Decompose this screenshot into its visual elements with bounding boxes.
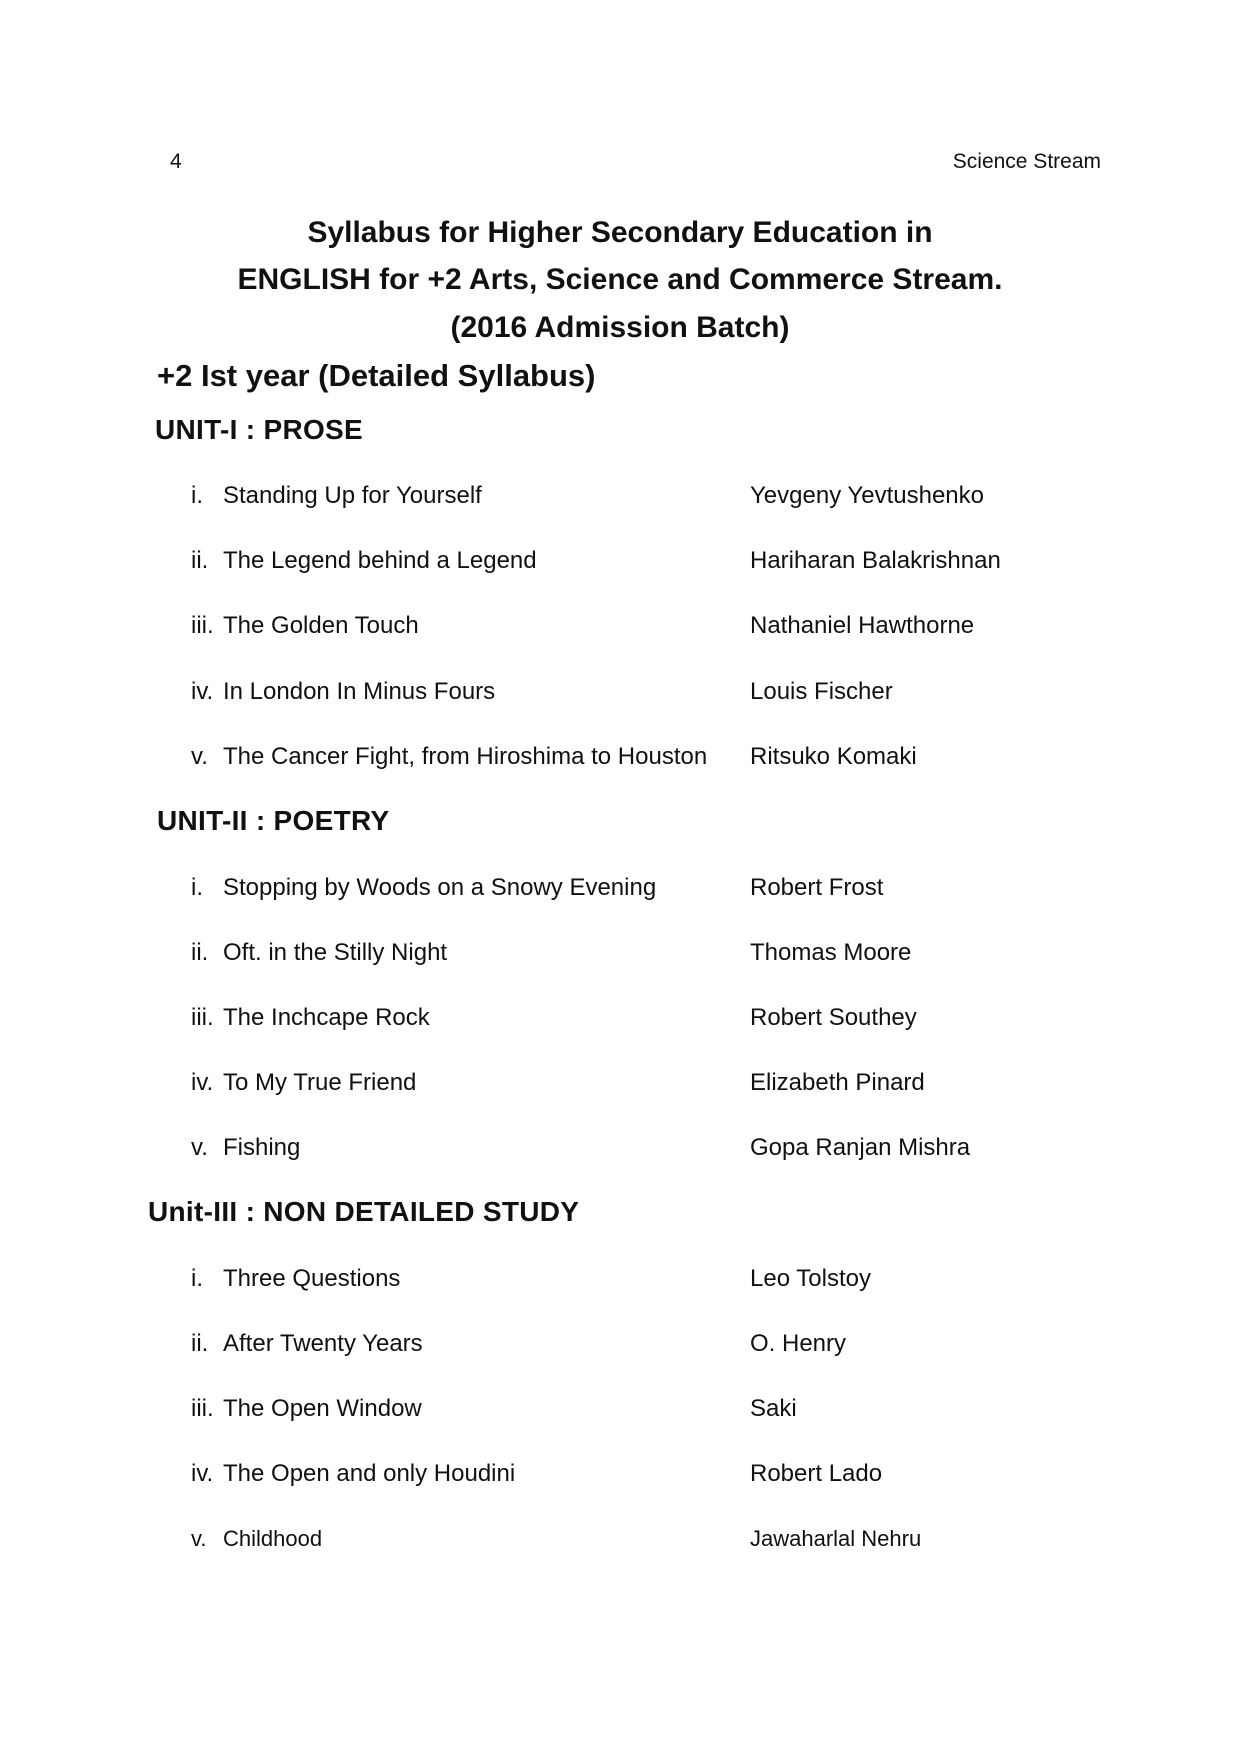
syllabus-row [0, 1526, 1240, 1558]
item-author: Gopa Ranjan Mishra [750, 1134, 971, 1161]
syllabus-row [0, 939, 1240, 971]
syllabus-row [0, 1265, 1240, 1297]
item-author: O. Henry [750, 1330, 847, 1357]
item-author: Robert Frost [750, 874, 884, 901]
page-number: 4 [170, 150, 182, 173]
item-author: Nathaniel Hawthorne [750, 612, 975, 639]
syllabus-row [0, 1460, 1240, 1492]
item-title: The Inchcape Rock [223, 1004, 430, 1031]
item-number: v. [191, 743, 208, 770]
item-number: iv. [191, 1460, 214, 1487]
syllabus-row [0, 1134, 1240, 1166]
item-title: After Twenty Years [223, 1330, 423, 1357]
unit-heading-non-detailed: Unit-III : NON DETAILED STUDY [148, 1196, 580, 1227]
title-line-2: ENGLISH for +2 Arts, Science and Commerce Stream. [237, 263, 1003, 296]
year-heading: +2 Ist year (Detailed Syllabus) [157, 358, 596, 393]
item-author: Robert Southey [750, 1004, 917, 1031]
item-author: Louis Fischer [750, 678, 893, 705]
syllabus-row [0, 1395, 1240, 1427]
syllabus-row [0, 678, 1240, 710]
unit-heading-prose: UNIT-I : PROSE [155, 414, 363, 445]
item-author: Ritsuko Komaki [750, 743, 917, 770]
item-number: i. [191, 1265, 203, 1292]
syllabus-row [0, 1330, 1240, 1362]
item-title: Standing Up for Yourself [223, 482, 482, 509]
item-title: The Open and only Houdini [223, 1460, 516, 1487]
syllabus-row [0, 1004, 1240, 1036]
syllabus-row [0, 874, 1240, 906]
item-author: Jawaharlal Nehru [750, 1526, 922, 1551]
item-author: Elizabeth Pinard [750, 1069, 925, 1096]
item-title: Oft. in the Stilly Night [223, 939, 448, 966]
item-number: iii. [191, 1395, 214, 1422]
item-number: i. [191, 874, 203, 901]
item-title: Stopping by Woods on a Snowy Evening [223, 874, 657, 901]
syllabus-row [0, 743, 1240, 775]
syllabus-row [0, 547, 1240, 579]
item-title: The Golden Touch [223, 612, 419, 639]
item-title: The Cancer Fight, from Hiroshima to Houston [223, 743, 708, 770]
item-number: ii. [191, 1330, 209, 1357]
item-author: Thomas Moore [750, 939, 912, 966]
syllabus-row [0, 612, 1240, 644]
title-line-3: (2016 Admission Batch) [450, 311, 790, 344]
item-author: Yevgeny Yevtushenko [750, 482, 984, 509]
running-header: Science Stream [952, 150, 1101, 173]
item-number: i. [191, 482, 203, 509]
item-title: The Open Window [223, 1395, 422, 1422]
item-number: v. [191, 1134, 208, 1161]
item-title: In London In Minus Fours [223, 678, 496, 705]
item-title: Childhood [223, 1526, 323, 1551]
item-title: The Legend behind a Legend [223, 547, 537, 574]
item-number: iii. [191, 612, 214, 639]
item-number: iv. [191, 1069, 214, 1096]
item-number: iii. [191, 1004, 214, 1031]
item-number: ii. [191, 939, 209, 966]
item-title: Fishing [223, 1134, 301, 1161]
item-author: Leo Tolstoy [750, 1265, 871, 1292]
item-number: iv. [191, 678, 214, 705]
item-author: Saki [750, 1395, 797, 1422]
unit-heading-poetry: UNIT-II : POETRY [157, 805, 390, 836]
item-author: Robert Lado [750, 1460, 883, 1487]
item-author: Hariharan Balakrishnan [750, 547, 1001, 574]
syllabus-row [0, 1069, 1240, 1101]
item-title: Three Questions [223, 1265, 401, 1292]
item-number: v. [191, 1526, 207, 1551]
item-title: To My True Friend [223, 1069, 417, 1096]
syllabus-row [0, 482, 1240, 514]
item-number: ii. [191, 547, 209, 574]
title-line-1: Syllabus for Higher Secondary Education in [307, 216, 933, 249]
